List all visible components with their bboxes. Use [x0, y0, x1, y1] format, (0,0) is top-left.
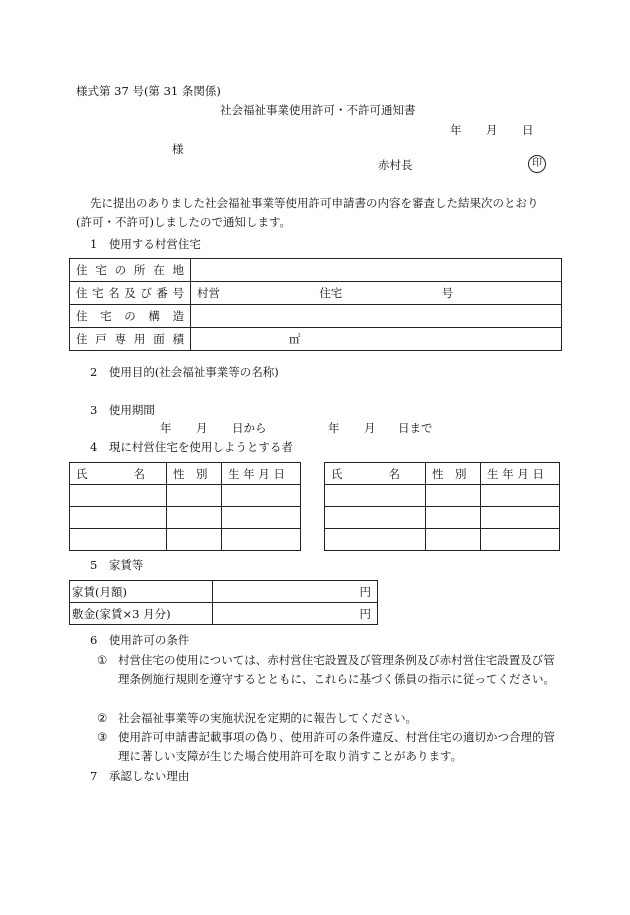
- condition-2-text: 社会福祉事業等の実施状況を定期的に報告してください。: [118, 711, 417, 725]
- cell[interactable]: [481, 485, 560, 507]
- cell[interactable]: [481, 529, 560, 551]
- seal-mark: 印: [528, 155, 546, 173]
- cell[interactable]: [167, 485, 222, 507]
- period-from-day: 日から: [232, 421, 267, 435]
- cell[interactable]: [222, 507, 301, 529]
- cell[interactable]: [222, 529, 301, 551]
- value-middle: 住宅: [319, 286, 343, 300]
- cell[interactable]: [325, 529, 426, 551]
- table-row: [70, 581, 378, 603]
- form-number: 様式第 37 号(第 31 条関係): [76, 84, 221, 98]
- cell[interactable]: [426, 529, 481, 551]
- rent-value[interactable]: 円: [213, 581, 378, 603]
- users-table-left: [69, 462, 301, 551]
- condition-3-text: 使用許可申請書記載事項の偽り、使用許可の条件違反、村営住宅の適切かつ合理的管理に著しい支障が生じた場合使用許可を取り消すことがあります。: [118, 730, 555, 763]
- section-2-heading: 2 使用目的(社会福祉事業等の名称): [90, 365, 279, 379]
- section-1-heading: 1 使用する村営住宅: [90, 237, 201, 251]
- col-name: 氏 名: [70, 463, 167, 485]
- table-row: [70, 507, 301, 529]
- rent-table: [69, 580, 378, 625]
- table-row: [70, 485, 301, 507]
- location-value[interactable]: [191, 259, 562, 282]
- cell[interactable]: [426, 507, 481, 529]
- users-table-right: [324, 462, 560, 551]
- cell[interactable]: [167, 507, 222, 529]
- cell[interactable]: [70, 485, 167, 507]
- table-header-row: [325, 463, 560, 485]
- cell[interactable]: [222, 485, 301, 507]
- section-5-heading: 5 家賃等: [90, 558, 144, 572]
- cell[interactable]: [70, 507, 167, 529]
- table-row: [325, 507, 560, 529]
- period-to-year: 年: [328, 421, 340, 435]
- document-title: 社会福祉事業使用許可・不許可通知書: [220, 103, 416, 117]
- table-row: [70, 328, 562, 351]
- section-7-heading: 7 承認しない理由: [90, 769, 190, 783]
- issuer-name: 赤村長: [378, 158, 413, 172]
- value-prefix: 村営: [197, 286, 220, 300]
- housing-table: [69, 258, 562, 351]
- date-month: 月: [486, 123, 498, 137]
- date-day: 日: [522, 123, 534, 137]
- col-birthdate: 生 年 月 日: [222, 463, 301, 485]
- section-4-heading: 4 現に村営住宅を使用しようとする者: [90, 440, 293, 454]
- cell[interactable]: [481, 507, 560, 529]
- label-deposit: 敷金(家賃×3 月分): [70, 603, 213, 625]
- label-location: 住 宅 の 所 在 地: [70, 259, 191, 282]
- intro-line-1: 先に提出のありました社会福祉事業等使用許可申請書の内容を審査した結果次のとおり: [90, 196, 539, 210]
- cell[interactable]: [325, 507, 426, 529]
- cell[interactable]: [70, 529, 167, 551]
- cell[interactable]: [325, 485, 426, 507]
- value-suffix: 号: [441, 286, 454, 300]
- col-sex: 性 別: [426, 463, 481, 485]
- addressee-suffix: 様: [172, 142, 184, 156]
- table-row: [70, 305, 562, 328]
- condition-3-number: ③: [97, 730, 108, 744]
- table-row: [70, 529, 301, 551]
- label-area: 住 戸 専 用 面 積: [70, 328, 191, 351]
- area-value[interactable]: [191, 328, 562, 351]
- label-structure: 住 宅 の 構 造: [70, 305, 191, 328]
- table-row: [70, 603, 378, 625]
- period-to-day: 日まで: [398, 421, 433, 435]
- deposit-value[interactable]: 円: [213, 603, 378, 625]
- label-rent: 家賃(月額): [70, 581, 213, 603]
- col-sex: 性 別: [167, 463, 222, 485]
- table-header-row: [70, 463, 301, 485]
- table-row: [325, 529, 560, 551]
- intro-line-2: (許可・不許可)しましたので通知します。: [76, 215, 292, 229]
- condition-1-text: 村営住宅の使用については、赤村営住宅設置及び管理条例及び赤村営住宅設置及び管理条例施行規則を遵守するとともに、これらに基づく係員の指示に従ってください。: [118, 653, 555, 686]
- period-to-month: 月: [364, 421, 376, 435]
- period-from-year: 年: [160, 421, 172, 435]
- condition-1-number: ①: [97, 653, 108, 667]
- structure-value[interactable]: [191, 305, 562, 328]
- label-name-number: 住 宅 名 及 び 番 号: [70, 282, 191, 305]
- date-year: 年: [450, 123, 462, 137]
- name-number-value[interactable]: [191, 282, 562, 305]
- section-3-heading: 3 使用期間: [90, 403, 155, 417]
- col-name: 氏 名: [325, 463, 426, 485]
- area-unit: ㎡: [289, 332, 301, 346]
- table-row: [70, 282, 562, 305]
- section-6-heading: 6 使用許可の条件: [90, 633, 190, 647]
- cell[interactable]: [426, 485, 481, 507]
- period-from-month: 月: [196, 421, 208, 435]
- col-birthdate: 生 年 月 日: [481, 463, 560, 485]
- condition-2-number: ②: [97, 711, 108, 725]
- table-row: [70, 259, 562, 282]
- table-row: [325, 485, 560, 507]
- cell[interactable]: [167, 529, 222, 551]
